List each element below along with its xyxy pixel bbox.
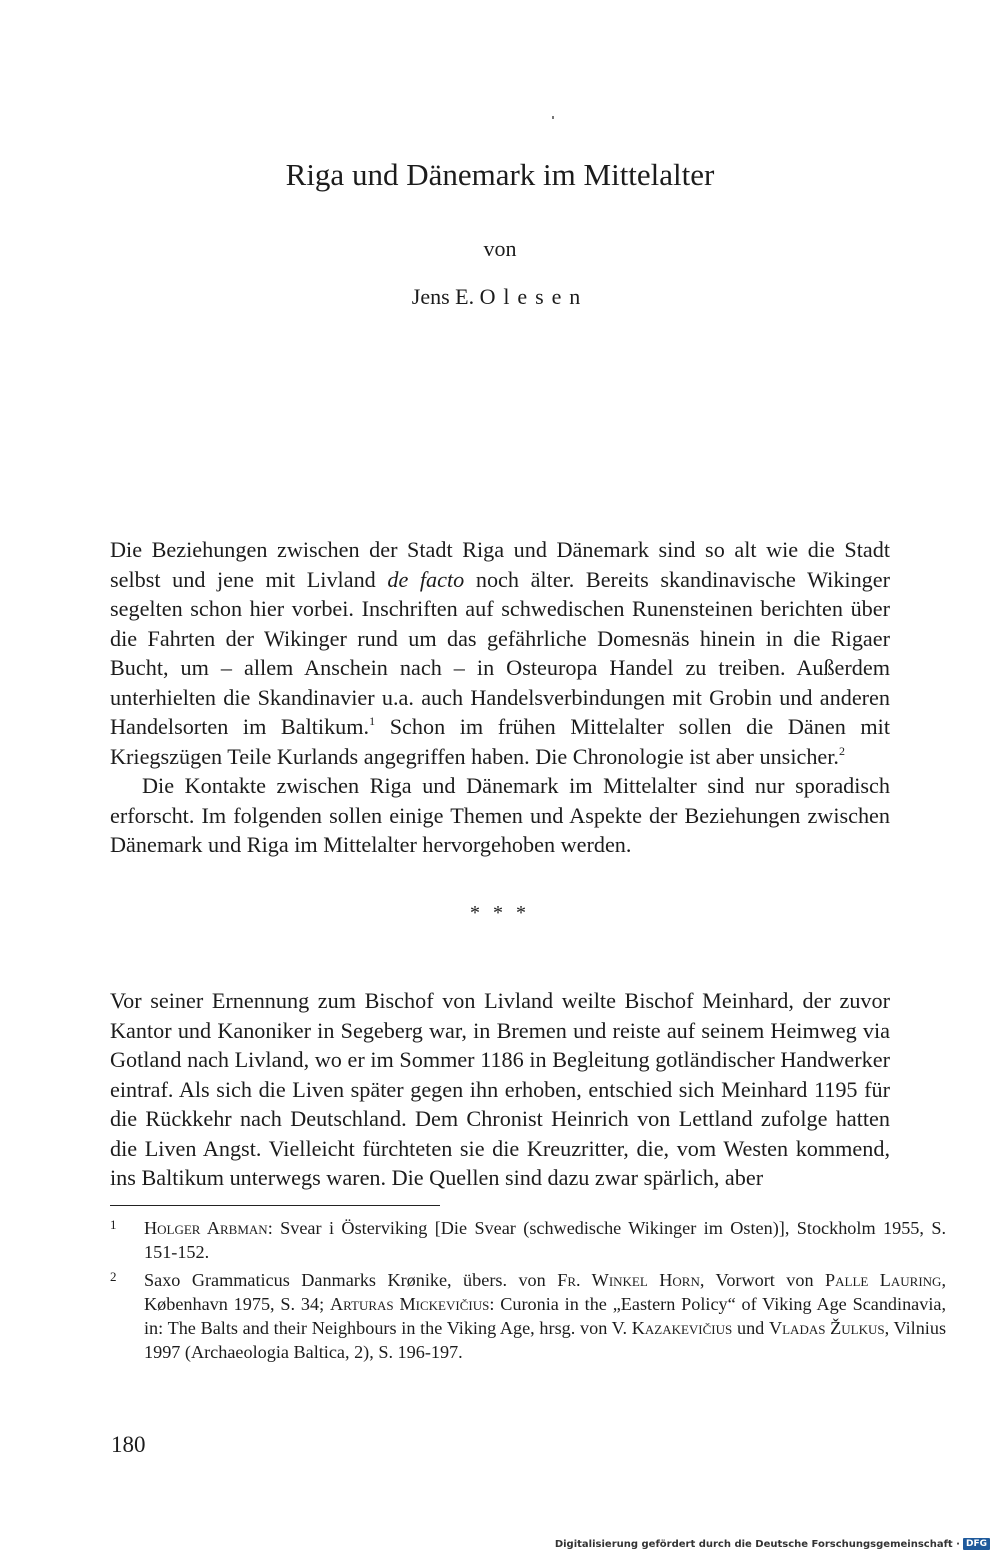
text-run: , København 1975, S. 34; <box>144 1270 946 1314</box>
page-number: 180 <box>111 1432 146 1457</box>
footnote-number: 2 <box>110 1269 117 1284</box>
footnote-text <box>144 1268 946 1364</box>
text-run: : Svear i Österviking [Die Svear (schwedische Wikinger im Osten)], Stockholm 1955, S. 151-152. <box>144 1218 946 1262</box>
footnote-1 <box>110 1216 946 1264</box>
article-title: Riga und Dänemark im Mittelalter <box>285 157 715 192</box>
author-name-smallcaps: Holger Arbman <box>144 1218 268 1238</box>
dfg-logo-icon: DFG <box>963 1538 990 1550</box>
author-surname: Olesen <box>479 284 589 309</box>
text-run: : Curonia in the „Eastern Policy“ of Viking Age Scandinavia, in: The Balts and their Neighbours in the Viking Age, hrsg. von V. <box>144 1294 947 1338</box>
author-name-smallcaps: Palle Lauring <box>825 1270 942 1290</box>
text-run: noch älter. Bereits skandinavische Wikinger segelten schon hier vorbei. Inschriften auf schwedischen Runensteinen berichten über die Fahrten der Wikinger rund um das gefährliche Domesnäs hinein in die Rigaer Bucht, um – allem Anschein nach – in Osteuropa Handel zu treiben. Außerdem unterhielten die Skandinavier u.a. auch Handelsverbindungen mit Grobin und anderen Handelsorten im Baltikum. <box>110 566 891 739</box>
footnote-ref-1[interactable]: 1 <box>369 714 376 728</box>
footnote-number: 1 <box>110 1217 117 1232</box>
footnotes <box>110 1216 946 1368</box>
digitization-note-text: Digitalisierung gefördert durch die Deutsche Forschungsgemeinschaft · <box>554 1538 960 1550</box>
intro-paragraph-2: Die Kontakte zwischen Riga und Dänemark im Mittelalter sind nur sporadisch erforscht. Im folgenden sollen einige Themen und Aspekte der Beziehungen zwischen Dänemark und Riga im Mittelalter hervorgehoben werden. <box>110 773 890 857</box>
main-section <box>110 986 890 1193</box>
text-run: und <box>732 1318 769 1338</box>
footnote-text <box>144 1216 946 1264</box>
author-name-smallcaps: Arturas Mickevičius <box>330 1294 490 1314</box>
author-name-smallcaps: Vladas Žulkus <box>768 1318 885 1338</box>
section-separator: * * * <box>470 902 530 924</box>
intro-paragraph-1 <box>110 535 890 771</box>
text-run: , Vilnius 1997 (Archaeologia Baltica, 2), S. 196-197. <box>144 1318 947 1362</box>
text-run: Saxo Grammaticus Danmarks Krønike, übers. von <box>144 1270 558 1290</box>
byline-von: von <box>483 236 517 261</box>
author-name <box>0 282 1000 312</box>
digitization-credit <box>555 1538 990 1550</box>
text-run: Die Beziehungen zwischen der Stadt Riga und Dänemark sind so alt wie die Stadt selbst und jene mit Livland <box>110 537 890 592</box>
author-name-smallcaps: Kazakevičius <box>631 1318 733 1338</box>
italic-phrase: de facto <box>387 566 465 592</box>
text-run: , Vorwort von <box>699 1270 825 1290</box>
footnote-divider <box>110 1205 440 1206</box>
author-given-name: Jens E. <box>411 284 475 309</box>
main-paragraph-1: Vor seiner Ernennung zum Bischof von Livland weilte Bischof Meinhard, der zuvor Kantor und Kanoniker in Segeberg war, in Bremen und reiste auf seinem Heimweg via Gotland nach Livland, wo er im Sommer 1186 in Begleitung gotländischer Handwerker eintraf. Als sich die Liven später gegen ihn erhoben, entschied sich Meinhard 1195 für die Rückkehr nach Deutschland. Dem Chronist Heinrich von Lettland zufolge hatten die Liven Angst. Vielleicht fürchteten sie die Kreuzritter, die, vom Westen kommend, ins Baltikum unterwegs waren. Die Quellen sind dazu zwar spärlich, aber <box>110 988 890 1190</box>
author-name-smallcaps: Fr. Winkel Horn <box>557 1270 700 1290</box>
scan-speck <box>552 116 554 119</box>
footnote-ref-2[interactable]: 2 <box>838 743 845 758</box>
footnote-2 <box>110 1268 946 1364</box>
text-run: Schon im frühen Mittelalter sollen die Dänen mit Kriegszügen Teile Kurlands angegriffen haben. Die Chronologie ist aber unsicher. <box>110 714 890 769</box>
intro-section <box>110 535 890 860</box>
